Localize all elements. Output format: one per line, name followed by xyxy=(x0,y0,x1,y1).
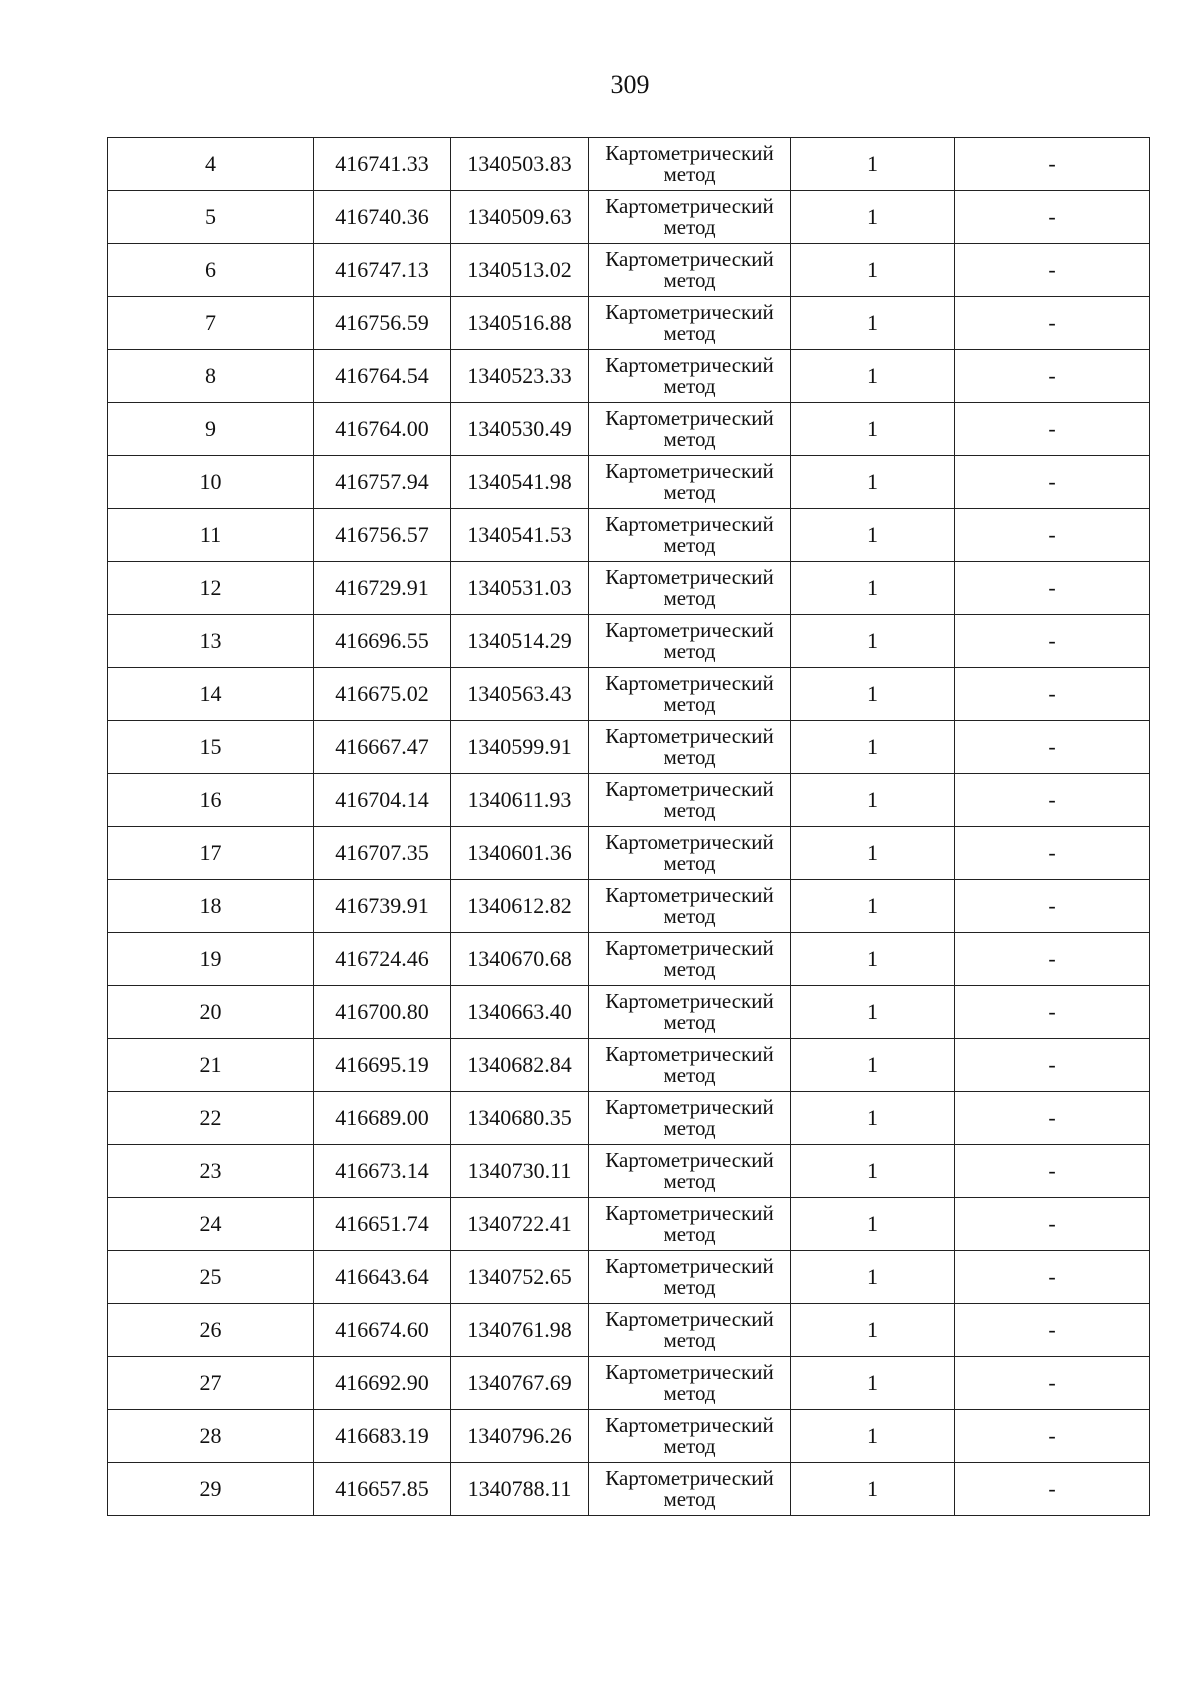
table-row xyxy=(108,1251,1150,1304)
method-line-2: метод xyxy=(663,904,716,928)
y-coordinate-cell: 1340611.93 xyxy=(451,774,589,827)
method-cell xyxy=(589,774,791,827)
table-row xyxy=(108,1145,1150,1198)
table-row xyxy=(108,562,1150,615)
point-number-cell: 10 xyxy=(108,456,314,509)
note-cell: - xyxy=(955,350,1150,403)
y-coordinate-cell: 1340513.02 xyxy=(451,244,589,297)
method-line-2: метод xyxy=(663,1116,716,1140)
method-line-1: Картометрический xyxy=(605,300,774,324)
value-cell: 1 xyxy=(791,1463,955,1516)
method-cell xyxy=(589,1357,791,1410)
point-number-cell: 23 xyxy=(108,1145,314,1198)
method-line-1: Картометрический xyxy=(605,1413,774,1437)
point-number-cell: 14 xyxy=(108,668,314,721)
method-line-1: Картометрический xyxy=(605,1466,774,1490)
method-line-2: метод xyxy=(663,1063,716,1087)
table-row xyxy=(108,1092,1150,1145)
value-cell: 1 xyxy=(791,880,955,933)
note-cell: - xyxy=(955,880,1150,933)
value-cell: 1 xyxy=(791,933,955,986)
method-line-2: метод xyxy=(663,1275,716,1299)
method-cell xyxy=(589,191,791,244)
point-number-cell: 5 xyxy=(108,191,314,244)
x-coordinate-cell: 416739.91 xyxy=(314,880,451,933)
point-number-cell: 15 xyxy=(108,721,314,774)
x-coordinate-cell: 416724.46 xyxy=(314,933,451,986)
method-line-1: Картометрический xyxy=(605,1307,774,1331)
point-number-cell: 9 xyxy=(108,403,314,456)
table-row xyxy=(108,509,1150,562)
value-cell: 1 xyxy=(791,297,955,350)
method-line-2: метод xyxy=(663,798,716,822)
value-cell: 1 xyxy=(791,456,955,509)
point-number-cell: 7 xyxy=(108,297,314,350)
method-line-2: метод xyxy=(663,1487,716,1511)
x-coordinate-cell: 416643.64 xyxy=(314,1251,451,1304)
x-coordinate-cell: 416764.00 xyxy=(314,403,451,456)
point-number-cell: 12 xyxy=(108,562,314,615)
method-cell xyxy=(589,244,791,297)
note-cell: - xyxy=(955,297,1150,350)
method-line-1: Картометрический xyxy=(605,777,774,801)
y-coordinate-cell: 1340722.41 xyxy=(451,1198,589,1251)
x-coordinate-cell: 416707.35 xyxy=(314,827,451,880)
method-cell xyxy=(589,615,791,668)
method-line-1: Картометрический xyxy=(605,1201,774,1225)
method-cell xyxy=(589,1410,791,1463)
value-cell: 1 xyxy=(791,191,955,244)
note-cell: - xyxy=(955,1039,1150,1092)
value-cell: 1 xyxy=(791,562,955,615)
x-coordinate-cell: 416757.94 xyxy=(314,456,451,509)
method-cell xyxy=(589,986,791,1039)
table-row xyxy=(108,615,1150,668)
y-coordinate-cell: 1340503.83 xyxy=(451,138,589,191)
table-row xyxy=(108,668,1150,721)
method-line-2: метод xyxy=(663,1010,716,1034)
note-cell: - xyxy=(955,721,1150,774)
method-line-2: метод xyxy=(663,427,716,451)
table-row xyxy=(108,880,1150,933)
method-line-1: Картометрический xyxy=(605,671,774,695)
value-cell: 1 xyxy=(791,138,955,191)
value-cell: 1 xyxy=(791,668,955,721)
note-cell: - xyxy=(955,668,1150,721)
note-cell: - xyxy=(955,774,1150,827)
table-row xyxy=(108,350,1150,403)
note-cell: - xyxy=(955,138,1150,191)
point-number-cell: 21 xyxy=(108,1039,314,1092)
point-number-cell: 13 xyxy=(108,615,314,668)
method-line-1: Картометрический xyxy=(605,406,774,430)
method-line-1: Картометрический xyxy=(605,1042,774,1066)
method-cell xyxy=(589,668,791,721)
y-coordinate-cell: 1340612.82 xyxy=(451,880,589,933)
note-cell: - xyxy=(955,1410,1150,1463)
method-line-2: метод xyxy=(663,533,716,557)
table-row xyxy=(108,1198,1150,1251)
method-line-2: метод xyxy=(663,957,716,981)
y-coordinate-cell: 1340767.69 xyxy=(451,1357,589,1410)
y-coordinate-cell: 1340761.98 xyxy=(451,1304,589,1357)
note-cell: - xyxy=(955,1198,1150,1251)
table-row xyxy=(108,721,1150,774)
table-row xyxy=(108,1410,1150,1463)
note-cell: - xyxy=(955,509,1150,562)
note-cell: - xyxy=(955,1145,1150,1198)
method-cell xyxy=(589,403,791,456)
value-cell: 1 xyxy=(791,615,955,668)
value-cell: 1 xyxy=(791,1039,955,1092)
method-line-2: метод xyxy=(663,1328,716,1352)
table-row xyxy=(108,1463,1150,1516)
table-row xyxy=(108,1304,1150,1357)
point-number-cell: 16 xyxy=(108,774,314,827)
method-line-1: Картометрический xyxy=(605,989,774,1013)
point-number-cell: 22 xyxy=(108,1092,314,1145)
value-cell: 1 xyxy=(791,1145,955,1198)
value-cell: 1 xyxy=(791,1304,955,1357)
note-cell: - xyxy=(955,1463,1150,1516)
point-number-cell: 11 xyxy=(108,509,314,562)
method-line-2: метод xyxy=(663,480,716,504)
method-line-1: Картометрический xyxy=(605,194,774,218)
table-row xyxy=(108,774,1150,827)
point-number-cell: 19 xyxy=(108,933,314,986)
x-coordinate-cell: 416704.14 xyxy=(314,774,451,827)
y-coordinate-cell: 1340563.43 xyxy=(451,668,589,721)
y-coordinate-cell: 1340514.29 xyxy=(451,615,589,668)
x-coordinate-cell: 416657.85 xyxy=(314,1463,451,1516)
point-number-cell: 17 xyxy=(108,827,314,880)
method-line-1: Картометрический xyxy=(605,724,774,748)
note-cell: - xyxy=(955,827,1150,880)
method-cell xyxy=(589,138,791,191)
note-cell: - xyxy=(955,1304,1150,1357)
table-body xyxy=(108,138,1150,1516)
x-coordinate-cell: 416675.02 xyxy=(314,668,451,721)
y-coordinate-cell: 1340516.88 xyxy=(451,297,589,350)
value-cell: 1 xyxy=(791,244,955,297)
value-cell: 1 xyxy=(791,509,955,562)
method-cell xyxy=(589,456,791,509)
y-coordinate-cell: 1340730.11 xyxy=(451,1145,589,1198)
value-cell: 1 xyxy=(791,1251,955,1304)
coordinates-table xyxy=(107,137,1150,1516)
x-coordinate-cell: 416683.19 xyxy=(314,1410,451,1463)
value-cell: 1 xyxy=(791,986,955,1039)
method-cell xyxy=(589,1251,791,1304)
value-cell: 1 xyxy=(791,721,955,774)
method-line-1: Картометрический xyxy=(605,1095,774,1119)
x-coordinate-cell: 416651.74 xyxy=(314,1198,451,1251)
note-cell: - xyxy=(955,615,1150,668)
x-coordinate-cell: 416692.90 xyxy=(314,1357,451,1410)
y-coordinate-cell: 1340523.33 xyxy=(451,350,589,403)
y-coordinate-cell: 1340541.98 xyxy=(451,456,589,509)
value-cell: 1 xyxy=(791,774,955,827)
method-line-2: метод xyxy=(663,692,716,716)
note-cell: - xyxy=(955,403,1150,456)
method-line-2: метод xyxy=(663,215,716,239)
method-cell xyxy=(589,1145,791,1198)
table-row xyxy=(108,191,1150,244)
table-row xyxy=(108,403,1150,456)
y-coordinate-cell: 1340601.36 xyxy=(451,827,589,880)
method-line-2: метод xyxy=(663,586,716,610)
note-cell: - xyxy=(955,1092,1150,1145)
note-cell: - xyxy=(955,562,1150,615)
point-number-cell: 28 xyxy=(108,1410,314,1463)
table-row xyxy=(108,297,1150,350)
method-line-2: метод xyxy=(663,1169,716,1193)
method-line-2: метод xyxy=(663,374,716,398)
method-cell xyxy=(589,827,791,880)
method-line-1: Картометрический xyxy=(605,247,774,271)
point-number-cell: 6 xyxy=(108,244,314,297)
table-row xyxy=(108,1039,1150,1092)
method-cell xyxy=(589,562,791,615)
x-coordinate-cell: 416667.47 xyxy=(314,721,451,774)
point-number-cell: 4 xyxy=(108,138,314,191)
method-line-2: метод xyxy=(663,1222,716,1246)
point-number-cell: 25 xyxy=(108,1251,314,1304)
method-cell xyxy=(589,1304,791,1357)
method-line-1: Картометрический xyxy=(605,353,774,377)
value-cell: 1 xyxy=(791,1410,955,1463)
method-line-1: Картометрический xyxy=(605,512,774,536)
point-number-cell: 8 xyxy=(108,350,314,403)
point-number-cell: 18 xyxy=(108,880,314,933)
note-cell: - xyxy=(955,933,1150,986)
method-cell xyxy=(589,350,791,403)
x-coordinate-cell: 416695.19 xyxy=(314,1039,451,1092)
method-cell xyxy=(589,880,791,933)
table-row xyxy=(108,1357,1150,1410)
point-number-cell: 26 xyxy=(108,1304,314,1357)
method-line-2: метод xyxy=(663,851,716,875)
method-line-2: метод xyxy=(663,268,716,292)
x-coordinate-cell: 416756.57 xyxy=(314,509,451,562)
x-coordinate-cell: 416740.36 xyxy=(314,191,451,244)
method-line-1: Картометрический xyxy=(605,141,774,165)
method-line-2: метод xyxy=(663,1381,716,1405)
page-number: 309 xyxy=(610,70,650,99)
method-line-1: Картометрический xyxy=(605,618,774,642)
method-line-1: Картометрический xyxy=(605,1360,774,1384)
y-coordinate-cell: 1340531.03 xyxy=(451,562,589,615)
method-line-1: Картометрический xyxy=(605,883,774,907)
x-coordinate-cell: 416729.91 xyxy=(314,562,451,615)
y-coordinate-cell: 1340796.26 xyxy=(451,1410,589,1463)
x-coordinate-cell: 416674.60 xyxy=(314,1304,451,1357)
method-cell xyxy=(589,721,791,774)
method-line-1: Картометрический xyxy=(605,1148,774,1172)
table-row xyxy=(108,244,1150,297)
x-coordinate-cell: 416741.33 xyxy=(314,138,451,191)
value-cell: 1 xyxy=(791,827,955,880)
method-line-1: Картометрический xyxy=(605,936,774,960)
point-number-cell: 29 xyxy=(108,1463,314,1516)
x-coordinate-cell: 416696.55 xyxy=(314,615,451,668)
method-line-1: Картометрический xyxy=(605,830,774,854)
y-coordinate-cell: 1340788.11 xyxy=(451,1463,589,1516)
method-line-2: метод xyxy=(663,639,716,663)
note-cell: - xyxy=(955,191,1150,244)
x-coordinate-cell: 416764.54 xyxy=(314,350,451,403)
x-coordinate-cell: 416747.13 xyxy=(314,244,451,297)
table-row xyxy=(108,986,1150,1039)
method-line-2: метод xyxy=(663,1434,716,1458)
table-row xyxy=(108,138,1150,191)
value-cell: 1 xyxy=(791,1092,955,1145)
method-line-1: Картометрический xyxy=(605,565,774,589)
y-coordinate-cell: 1340682.84 xyxy=(451,1039,589,1092)
y-coordinate-cell: 1340680.35 xyxy=(451,1092,589,1145)
method-cell xyxy=(589,1092,791,1145)
y-coordinate-cell: 1340670.68 xyxy=(451,933,589,986)
table-row xyxy=(108,933,1150,986)
x-coordinate-cell: 416756.59 xyxy=(314,297,451,350)
method-line-2: метод xyxy=(663,745,716,769)
point-number-cell: 24 xyxy=(108,1198,314,1251)
method-cell xyxy=(589,1198,791,1251)
value-cell: 1 xyxy=(791,403,955,456)
table-row xyxy=(108,827,1150,880)
y-coordinate-cell: 1340663.40 xyxy=(451,986,589,1039)
y-coordinate-cell: 1340599.91 xyxy=(451,721,589,774)
note-cell: - xyxy=(955,244,1150,297)
y-coordinate-cell: 1340530.49 xyxy=(451,403,589,456)
x-coordinate-cell: 416673.14 xyxy=(314,1145,451,1198)
x-coordinate-cell: 416689.00 xyxy=(314,1092,451,1145)
value-cell: 1 xyxy=(791,1198,955,1251)
note-cell: - xyxy=(955,1251,1150,1304)
method-line-2: метод xyxy=(663,162,716,186)
method-cell xyxy=(589,1463,791,1516)
note-cell: - xyxy=(955,1357,1150,1410)
y-coordinate-cell: 1340541.53 xyxy=(451,509,589,562)
method-line-1: Картометрический xyxy=(605,459,774,483)
value-cell: 1 xyxy=(791,350,955,403)
y-coordinate-cell: 1340752.65 xyxy=(451,1251,589,1304)
note-cell: - xyxy=(955,456,1150,509)
method-cell xyxy=(589,297,791,350)
point-number-cell: 27 xyxy=(108,1357,314,1410)
method-cell xyxy=(589,933,791,986)
note-cell: - xyxy=(955,986,1150,1039)
y-coordinate-cell: 1340509.63 xyxy=(451,191,589,244)
table-row xyxy=(108,456,1150,509)
x-coordinate-cell: 416700.80 xyxy=(314,986,451,1039)
method-cell xyxy=(589,1039,791,1092)
value-cell: 1 xyxy=(791,1357,955,1410)
method-cell xyxy=(589,509,791,562)
method-line-1: Картометрический xyxy=(605,1254,774,1278)
point-number-cell: 20 xyxy=(108,986,314,1039)
method-line-2: метод xyxy=(663,321,716,345)
